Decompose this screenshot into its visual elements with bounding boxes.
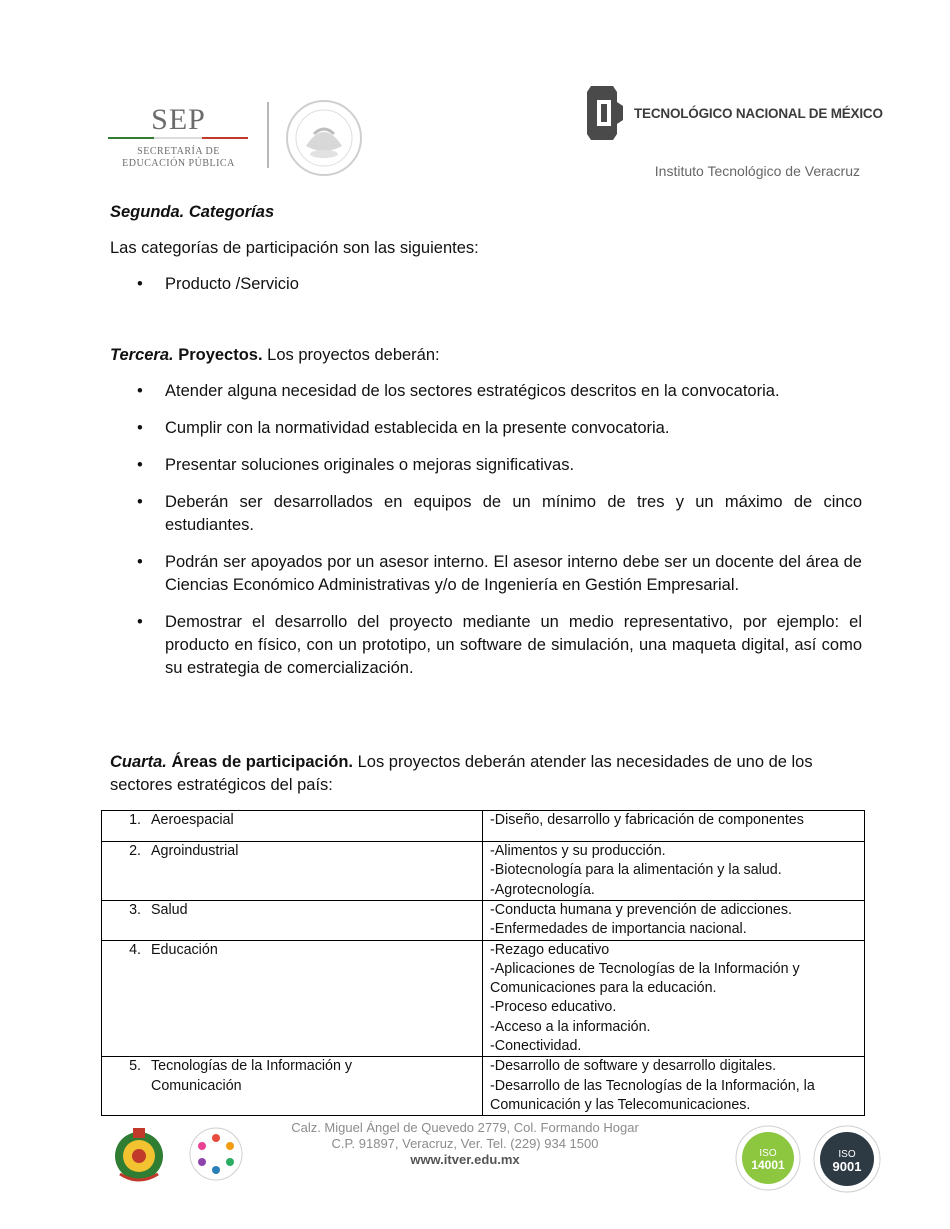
tecnm-gear-icon xyxy=(583,82,629,144)
iso-14001-badge-icon xyxy=(734,1124,802,1194)
details-cell xyxy=(483,842,865,901)
area-number: 1. xyxy=(129,812,141,828)
area-name xyxy=(141,1057,451,1096)
detail-line: -Rezago educativo xyxy=(490,941,610,958)
iso1-number: 14001 xyxy=(751,1158,785,1172)
detail-line: -Acceso a la información. xyxy=(490,1018,651,1035)
detail-line: -Conducta humana y prevención de adicciones. xyxy=(490,902,793,918)
area-number: 4. xyxy=(129,941,141,958)
emblem-logo-icon xyxy=(100,1124,178,1184)
table-row xyxy=(102,1057,865,1116)
institute-name: Instituto Tecnológico de Veracruz xyxy=(654,163,860,179)
list-item: • Deberán ser desarrollados en equipos de un mínimo de tres y un máximo de cinco estudiantes. xyxy=(110,491,862,537)
area-number: 3. xyxy=(129,902,141,918)
sep-line1: SECRETARÍA DE xyxy=(137,146,220,157)
area-name: Aeroespacial xyxy=(151,812,234,828)
area-cell xyxy=(102,811,483,842)
area-cell xyxy=(102,940,483,1057)
detail-line: -Diseño, desarrollo y fabricación de componentes xyxy=(490,812,804,828)
list-item: • Producto /Servicio xyxy=(110,273,862,296)
list-item: • Presentar soluciones originales o mejoras significativas. xyxy=(110,454,862,477)
detail-line: -Biotecnología para la alimentación y la salud. xyxy=(490,862,782,879)
cuarta-title: Áreas de participación. xyxy=(171,753,354,771)
area-number: 2. xyxy=(129,843,141,859)
footer-address-line2: C.P. 91897, Veracruz, Ver. Tel. (229) 934 1500 xyxy=(331,1136,599,1151)
tecnm-title: TECNOLÓGICO NACIONAL DE MÉXICO xyxy=(634,106,883,121)
list-item: • Podrán ser apoyados por un asesor interno. El asesor interno debe ser un docente del área de Ciencias Económico Administrativas y/o de Ingeniería en Gestión Empresarial. xyxy=(110,551,862,597)
details-cell xyxy=(483,940,865,1057)
national-seal-icon xyxy=(284,98,364,178)
tercera-text: Los proyectos deberán: xyxy=(267,346,440,364)
tercera-title: Proyectos. xyxy=(178,346,263,364)
details-cell xyxy=(483,1057,865,1116)
categories-list xyxy=(110,273,862,310)
footer-website-link[interactable]: www.itver.edu.mx xyxy=(410,1152,520,1167)
projects-list xyxy=(110,380,862,694)
detail-line: -Desarrollo de las Tecnologías de la Información, la xyxy=(490,1077,815,1094)
area-cell xyxy=(102,1057,483,1116)
area-name: Salud xyxy=(151,902,188,918)
area-name-line: Comunicación xyxy=(151,1077,242,1094)
segunda-intro: Las categorías de participación son las siguientes: xyxy=(110,239,479,257)
detail-line: -Agrotecnología. xyxy=(490,881,595,898)
areas-table xyxy=(101,810,865,1116)
segunda-heading: Segunda. Categorías xyxy=(110,203,275,221)
details-cell xyxy=(483,901,865,941)
area-name-line: Tecnologías de la Información y xyxy=(151,1058,353,1075)
sep-title: SEP xyxy=(151,103,206,136)
iso2-number: 9001 xyxy=(832,1159,862,1174)
sep-line2: EDUCACIÓN PÚBLICA xyxy=(122,158,235,169)
cuarta-heading xyxy=(110,751,862,797)
area-cell xyxy=(102,901,483,941)
cuarta-label: Cuarta. xyxy=(110,753,167,771)
area-name: Agroindustrial xyxy=(151,843,239,859)
detail-line: -Alimentos y su producción. xyxy=(490,843,666,859)
iso-9001-badge-icon xyxy=(812,1124,882,1196)
header-divider xyxy=(267,102,269,168)
list-item: • Cumplir con la normatividad establecida en la presente convocatoria. xyxy=(110,417,862,440)
table-row xyxy=(102,901,865,941)
area-number: 5. xyxy=(129,1058,141,1075)
detail-line: -Enfermedades de importancia nacional. xyxy=(490,921,747,938)
tercera-heading xyxy=(110,344,862,367)
footer-address-line1: Calz. Miguel Ángel de Quevedo 2779, Col. Formando Hogar xyxy=(291,1120,639,1135)
cuarta-text: Los proyectos deberán atender las necesidades de uno de los sectores estratégicos del país: xyxy=(110,753,813,794)
table-row xyxy=(102,811,865,842)
detail-line: Comunicación y las Telecomunicaciones. xyxy=(490,1096,751,1113)
area-name: Educación xyxy=(151,941,218,958)
detail-line: -Proceso educativo. xyxy=(490,999,617,1016)
detail-line: -Desarrollo de software y desarrollo digitales. xyxy=(490,1058,777,1075)
iso2-label: ISO xyxy=(838,1149,856,1160)
iso1-label: ISO xyxy=(759,1148,777,1159)
list-item: • Atender alguna necesidad de los sectores estratégicos descritos en la convocatoria. xyxy=(110,380,862,403)
footer-address xyxy=(270,1120,660,1168)
details-cell xyxy=(483,811,865,842)
table-row xyxy=(102,842,865,901)
equality-model-logo-icon xyxy=(182,1124,250,1184)
detail-line: -Conectividad. xyxy=(490,1038,582,1055)
tercera-label: Tercera. xyxy=(110,346,174,364)
table-row xyxy=(102,940,865,1057)
detail-line: -Aplicaciones de Tecnologías de la Información y xyxy=(490,960,800,977)
area-cell xyxy=(102,842,483,901)
sep-tricolor-rule xyxy=(108,137,248,139)
detail-line: Comunicaciones para la educación. xyxy=(490,980,717,997)
list-item: • Demostrar el desarrollo del proyecto mediante un medio representativo, por ejemplo: el producto en físico, con un prototipo, un software de simulación, una maqueta digital, así como su estrategia de comercialización. xyxy=(110,611,862,680)
